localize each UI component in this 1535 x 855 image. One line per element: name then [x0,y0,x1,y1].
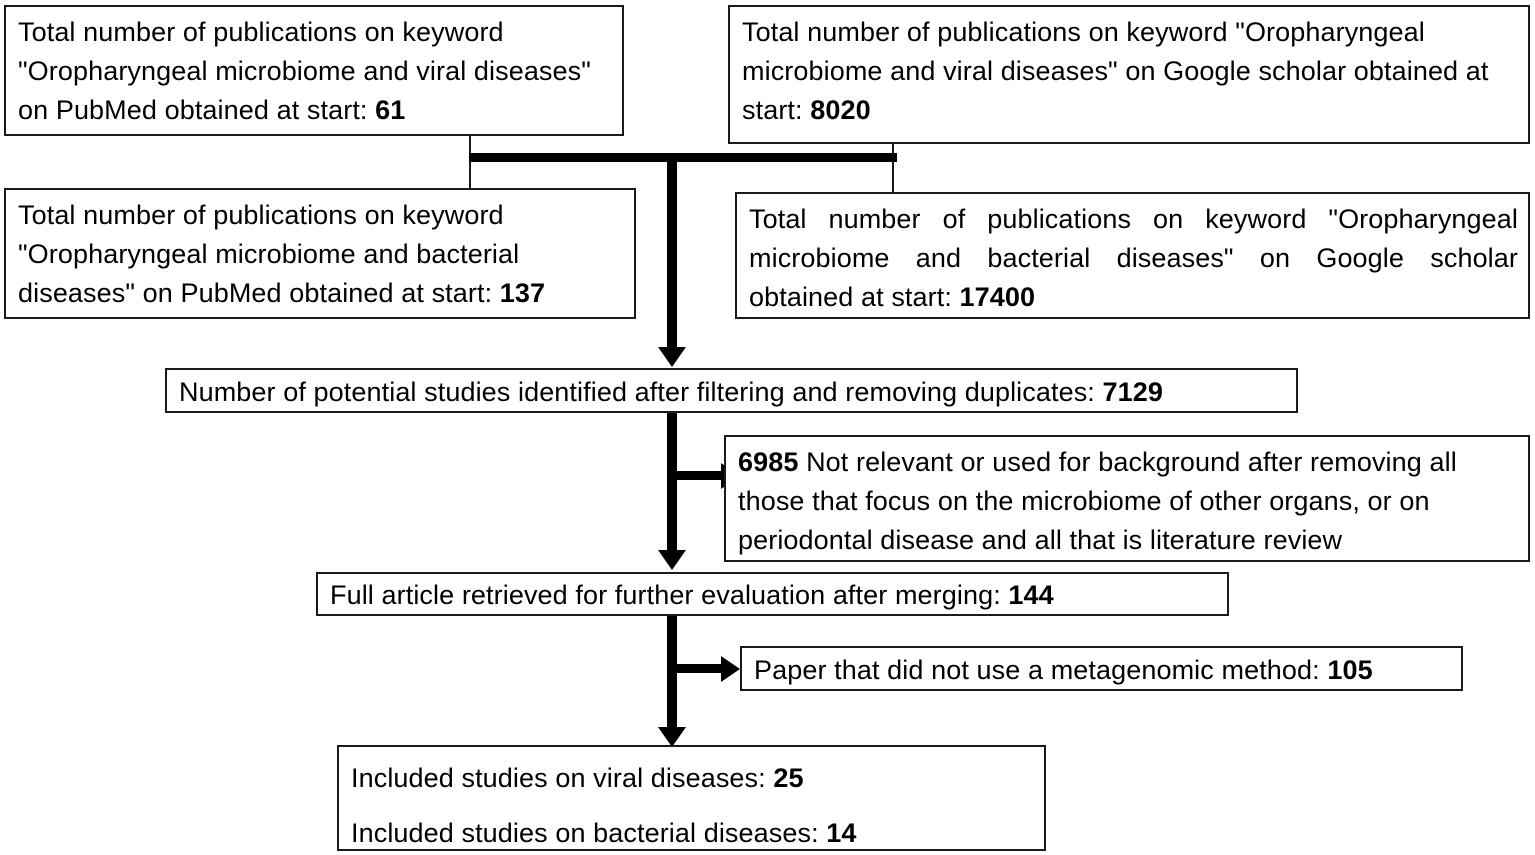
node-excluded-method-text: Paper that did not use a metagenomic method: [754,655,1328,685]
node-included-viral-text: Included studies on viral diseases: [351,763,774,793]
arrowhead-to-full-article [658,550,686,570]
arrowhead-to-included-studies [658,727,686,747]
node-scholar-viral-text: Total number of publications on keyword "Oropharyngeal microbiome and viral diseases" on Google scholar obtained at start: [742,17,1489,125]
connector-branch-to-excluded-method [672,664,724,673]
node-pubmed-viral-value: 61 [375,95,406,125]
node-excluded-method [740,646,1463,691]
node-potential-studies [165,368,1298,413]
node-pubmed-bacterial-value: 137 [499,278,546,308]
connector-trunk-to-potential-studies [667,153,677,349]
connector-pubmed-bacterial-stub [469,161,471,189]
node-included-viral [351,759,1034,798]
node-scholar-bacterial-value: 17400 [959,282,1036,312]
node-full-article-value: 144 [1008,580,1054,610]
node-included-studies [337,745,1046,851]
node-scholar-viral-value: 8020 [810,95,871,125]
node-included-bacterial [351,814,1034,853]
node-pubmed-bacterial-text: Total number of publications on keyword "Oropharyngeal microbiome and bacterial diseases" on PubMed obtained at start: [18,200,520,308]
node-excluded-background [724,435,1530,562]
arrowhead-to-excluded-method [721,656,740,682]
node-potential-studies-text: Number of potential studies identified after filtering and removing duplicates: [179,377,1103,407]
connector-trunk-to-full-article [667,412,677,552]
node-pubmed-bacterial [4,188,636,319]
node-excluded-method-value: 105 [1327,655,1373,685]
node-excluded-background-value: 6985 [738,447,799,477]
connector-branch-to-excluded-background [672,471,724,480]
node-scholar-bacterial-text: Total number of publications on keyword "Oropharyngeal microbiome and bacterial diseases" on Google scholar obtained at start: [749,204,1518,312]
node-included-viral-value: 25 [773,763,804,793]
connector-merge-bar [469,153,897,162]
node-full-article [316,572,1229,616]
node-pubmed-viral [4,5,624,136]
arrowhead-to-potential-studies [658,347,686,367]
node-full-article-text: Full article retrieved for further evaluation after merging: [330,580,1009,610]
node-excluded-background-text: Not relevant or used for background after removing all those that focus on the microbiome of other organs, or on periodontal disease and all that is literature review [738,447,1457,555]
node-pubmed-viral-text: Total number of publications on keyword "Oropharyngeal microbiome and viral diseases" on PubMed obtained at start: [18,17,591,125]
node-included-bacterial-text: Included studies on bacterial diseases: [351,818,827,848]
node-included-bacterial-value: 14 [826,818,857,848]
node-scholar-viral [728,5,1530,144]
connector-scholar-bacterial-stub [892,161,894,192]
node-potential-studies-value: 7129 [1102,377,1163,407]
node-scholar-bacterial [735,192,1530,319]
